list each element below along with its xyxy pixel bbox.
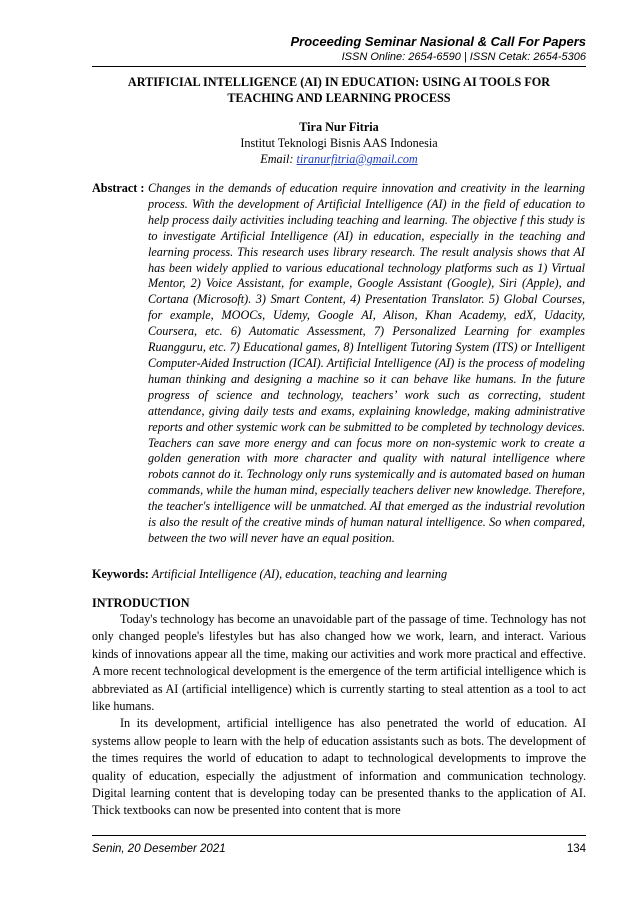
author-affiliation: Institut Teknologi Bisnis AAS Indonesia — [240, 136, 438, 150]
author-email-link[interactable]: tiranurfitria@gmail.com — [296, 152, 418, 166]
title-line-2: TEACHING AND LEARNING PROCESS — [227, 91, 451, 105]
abstract-text: Changes in the demands of education require innovation and creativity in the learning process. With the development of Artificial Intelligence (AI) in the field of education to help process daily activities including teaching and learning. The objective f this study is to investigate Artificial Intelligence (AI) in education, especially in the teaching and learning process. This research uses library research. The result analysis shows that AI has been widely applied to various educational technology platforms such as 1) Virtual Mentor, 2) Voice Assistant, for example, Google Assistant (Google), Siri (Apple), and Cortana (Microsoft). 3) Smart Content, 4) Presentation Translator. 5) Global Courses, for example, MOOCs, Udemy, Google AI, Alison, Khan Academy, edX, Udacity, Coursera, etc. 6) Automatic Assessment, 7) Personalized Learning for examples Ruangguru, etc. 7) Educational games, 8) Intelligent Tutoring System (ITS) or Intelligent Computer-Aided Instruction (ICAI). Artificial Intelligence (AI) is the process of modeling human thinking and designing a machine so it can behave like humans. In the future progress of science and technology, teachers’ work such as correcting, student attendance, giving daily tests and exams, explaining knowledge, making administrative reports and other systemic work can be submitted to be completed by technology devices. Teachers can save more energy and can focus more on non-systemic work to create a golden generation with more character and quality with natural intelligence where robots cannot do it. Technology only runs systemically and is automated based on human commands, while the human mind, especially teachers deliver new knowledge. Therefore, the teacher's intelligence will be unmatched. AI that emerged as the industrial revolution is also the result of the creative minds of human natural intelligence. So when compared, between the two will never have an equal position. — [148, 181, 585, 545]
running-header — [92, 34, 586, 64]
introduction-paragraph: In its development, artificial intelligence has also penetrated the world of education. AI systems allow people to learn with the help of education assistants such as bots. The development of the times requires the world of education to adapt to technological developments to improve the quality of education, especially the adjustment of information and communication technology. Digital learning content that is developing today can be presented thanks to the application of AI. Thick textbooks can now be presented into content that is more — [92, 716, 586, 818]
header-rule — [92, 66, 586, 67]
issn-line: ISSN Online: 2654-6590 | ISSN Cetak: 2654-5306 — [341, 51, 586, 63]
keywords-text: Artificial Intelligence (AI), education, teaching and learning — [151, 567, 448, 581]
keywords-label: Keywords: — [92, 567, 149, 581]
email-label: Email: — [260, 152, 297, 166]
journal-name: Proceeding Seminar Nasional & Call For Papers — [290, 34, 586, 49]
author-email-line — [92, 151, 586, 167]
page-number: 134 — [566, 843, 586, 855]
title-line-1: ARTIFICIAL INTELLIGENCE (AI) IN EDUCATION: USING AI TOOLS FOR — [127, 75, 551, 89]
footer-date: Senin, 20 Desember 2021 — [92, 843, 226, 855]
author-block — [92, 119, 586, 167]
footer-rule — [92, 835, 586, 836]
introduction-paragraph: Today's technology has become an unavoidable part of the passage of time. Technology has not only changed people's lifestyles but has also changed how we work, learn, and interact. Various kinds of innovations appear all the time, making our activities and work more practical and effective. A more recent technological development is the emergence of the term artificial intelligence which is abbreviated as AI (artificial intelligence) which is currently starting to steal attention as a tool to act like humans. — [92, 612, 586, 714]
running-footer — [92, 841, 586, 857]
keywords-line — [92, 566, 586, 582]
abstract-label: Abstract : — [92, 181, 145, 195]
introduction-body — [92, 611, 586, 820]
author-name: Tira Nur Fitria — [299, 120, 379, 134]
paper-title — [92, 74, 586, 106]
section-heading-introduction: INTRODUCTION — [92, 596, 190, 610]
